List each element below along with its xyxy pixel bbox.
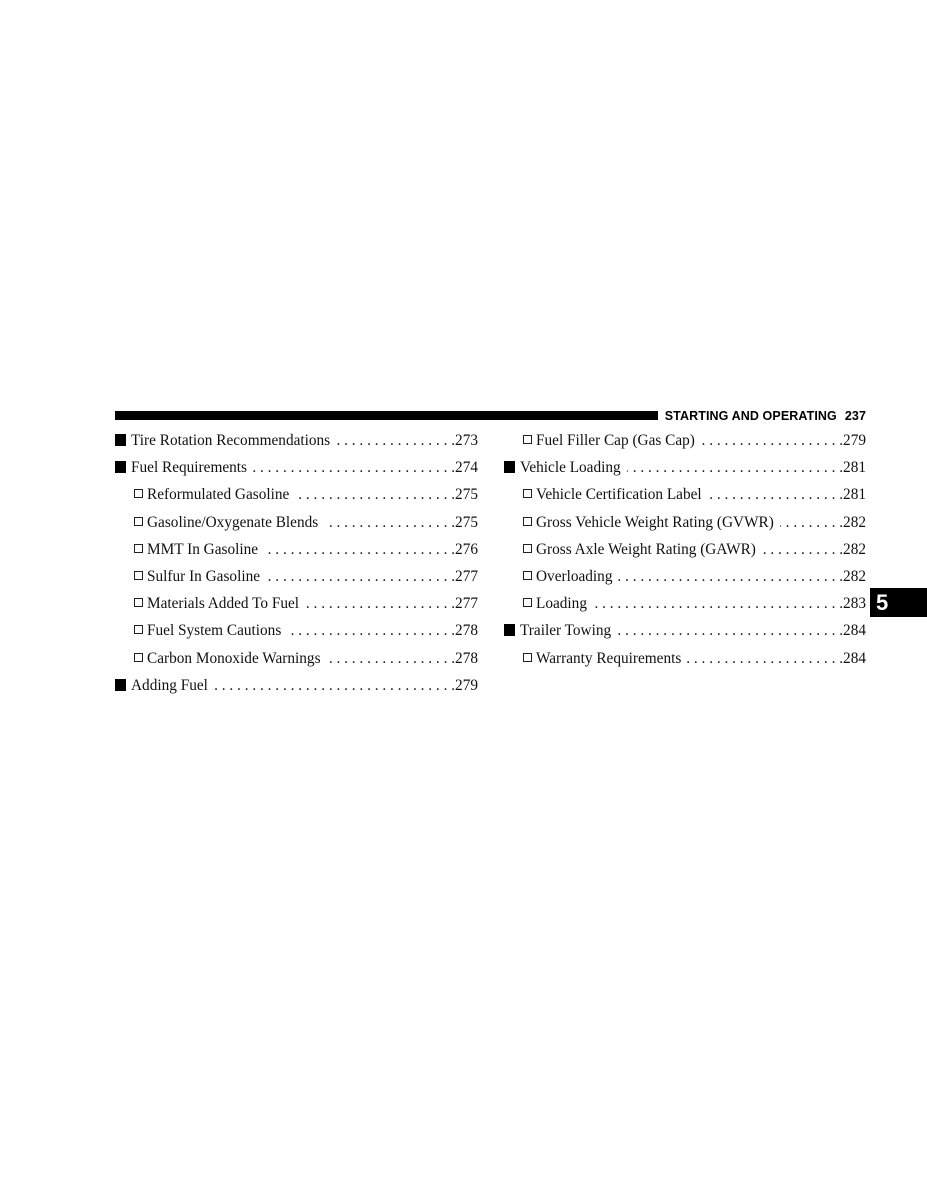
toc-entry-page: 281 bbox=[843, 459, 866, 477]
toc-entry-page: 283 bbox=[843, 595, 866, 613]
filled-square-bullet-icon bbox=[115, 434, 126, 446]
toc-entry[interactable] bbox=[504, 650, 866, 677]
toc-entry[interactable] bbox=[115, 677, 478, 704]
toc-entry-page: 275 bbox=[455, 486, 478, 504]
toc-entry-title: Gross Axle Weight Rating (GAWR) bbox=[536, 540, 756, 558]
hollow-square-bullet-icon bbox=[523, 517, 532, 526]
hollow-square-bullet-icon bbox=[134, 489, 143, 498]
toc-entry-title: Sulfur In Gasoline bbox=[147, 567, 261, 585]
hollow-square-bullet-icon bbox=[523, 598, 532, 607]
toc-entry-title: MMT In Gasoline bbox=[147, 540, 259, 558]
dot-leader bbox=[295, 486, 455, 504]
toc-entry-title: Gross Vehicle Weight Rating (GVWR) bbox=[536, 513, 774, 531]
filled-square-bullet-icon bbox=[115, 679, 126, 691]
toc-entry-title: Reformulated Gasoline bbox=[147, 486, 290, 504]
dot-leader bbox=[780, 514, 843, 532]
toc-entry-title: Warranty Requirements bbox=[536, 649, 682, 667]
toc-entry-page: 277 bbox=[455, 567, 478, 585]
hollow-square-bullet-icon bbox=[523, 653, 532, 662]
toc-entry[interactable] bbox=[115, 459, 478, 486]
toc-entry[interactable] bbox=[115, 650, 478, 677]
hollow-square-bullet-icon bbox=[523, 571, 532, 580]
toc-entry[interactable] bbox=[504, 541, 866, 568]
toc-entry[interactable] bbox=[504, 459, 866, 486]
dot-leader bbox=[701, 432, 843, 450]
dot-leader bbox=[617, 622, 843, 640]
toc-entry-title: Adding Fuel bbox=[131, 676, 208, 694]
toc-entry[interactable] bbox=[504, 595, 866, 622]
dot-leader bbox=[324, 514, 455, 532]
toc-entry[interactable] bbox=[504, 486, 866, 513]
toc-entry-page: 279 bbox=[843, 432, 866, 449]
toc-entry[interactable] bbox=[504, 622, 866, 649]
toc-entry-page: 282 bbox=[843, 567, 866, 585]
toc-entry-page: 276 bbox=[455, 540, 478, 558]
toc-entry[interactable] bbox=[115, 432, 478, 459]
toc-column-left bbox=[115, 432, 478, 704]
toc-entry[interactable] bbox=[504, 514, 866, 541]
running-header bbox=[665, 409, 866, 423]
dot-leader bbox=[287, 622, 455, 640]
toc-entry-title: Vehicle Certification Label bbox=[536, 486, 702, 504]
toc-entry-page: 284 bbox=[843, 622, 866, 640]
dot-leader bbox=[336, 432, 455, 450]
dot-leader bbox=[708, 486, 843, 504]
toc-entry-page: 282 bbox=[843, 540, 866, 558]
dot-leader bbox=[327, 650, 456, 668]
hollow-square-bullet-icon bbox=[523, 544, 532, 553]
toc-entry[interactable] bbox=[115, 486, 478, 513]
hollow-square-bullet-icon bbox=[134, 598, 143, 607]
dot-leader bbox=[618, 568, 843, 586]
toc-entry[interactable] bbox=[115, 622, 478, 649]
toc-entry-title: Loading bbox=[536, 595, 587, 613]
filled-square-bullet-icon bbox=[115, 461, 126, 473]
toc-column-right bbox=[504, 432, 866, 677]
toc-entry[interactable] bbox=[115, 514, 478, 541]
toc-entry-page: 275 bbox=[455, 513, 478, 531]
toc-entry-page: 278 bbox=[455, 649, 478, 667]
toc-entry[interactable] bbox=[504, 568, 866, 595]
toc-entry-page: 282 bbox=[843, 513, 866, 531]
dot-leader bbox=[214, 677, 455, 695]
toc-entry[interactable] bbox=[115, 595, 478, 622]
toc-entry[interactable] bbox=[115, 568, 478, 595]
toc-entry-title: Overloading bbox=[536, 567, 613, 585]
toc-entry-title: Carbon Monoxide Warnings bbox=[147, 649, 321, 667]
toc-entry[interactable] bbox=[115, 541, 478, 568]
header-rule bbox=[115, 411, 658, 420]
toc-entry-page: 279 bbox=[455, 676, 478, 694]
hollow-square-bullet-icon bbox=[134, 653, 143, 662]
toc-entry[interactable] bbox=[504, 432, 866, 459]
chapter-tab: 5 bbox=[870, 588, 927, 617]
toc-entry-title: Fuel Filler Cap (Gas Cap) bbox=[536, 432, 695, 449]
hollow-square-bullet-icon bbox=[134, 625, 143, 634]
toc-entry-title: Fuel System Cautions bbox=[147, 622, 282, 640]
hollow-square-bullet-icon bbox=[523, 489, 532, 498]
toc-entry-title: Materials Added To Fuel bbox=[147, 595, 300, 613]
toc-entry-title: Trailer Towing bbox=[520, 622, 612, 640]
section-title: STARTING AND OPERATING bbox=[664, 409, 837, 423]
dot-leader bbox=[305, 595, 455, 613]
dot-leader bbox=[266, 568, 455, 586]
toc-entry-title: Gasoline/Oxygenate Blends bbox=[147, 513, 319, 531]
dot-leader bbox=[264, 541, 455, 559]
toc-entry-page: 281 bbox=[843, 486, 866, 504]
toc-entry-title: Tire Rotation Recommendations bbox=[131, 432, 331, 449]
toc-entry-title: Vehicle Loading bbox=[520, 459, 621, 477]
dot-leader bbox=[593, 595, 843, 613]
toc-entry-page: 274 bbox=[455, 459, 478, 477]
toc-entry-page: 273 bbox=[455, 432, 478, 449]
dot-leader bbox=[253, 459, 455, 477]
hollow-square-bullet-icon bbox=[134, 571, 143, 580]
filled-square-bullet-icon bbox=[504, 624, 515, 636]
hollow-square-bullet-icon bbox=[134, 517, 143, 526]
toc-entry-page: 278 bbox=[455, 622, 478, 640]
dot-leader bbox=[627, 459, 843, 477]
filled-square-bullet-icon bbox=[504, 461, 515, 473]
hollow-square-bullet-icon bbox=[134, 544, 143, 553]
toc-entry-title: Fuel Requirements bbox=[131, 459, 247, 477]
page-number: 237 bbox=[844, 409, 866, 423]
dot-leader bbox=[687, 650, 843, 668]
toc-entry-page: 277 bbox=[455, 595, 478, 613]
toc-entry-page: 284 bbox=[843, 649, 866, 667]
hollow-square-bullet-icon bbox=[523, 435, 532, 444]
dot-leader bbox=[762, 541, 843, 559]
